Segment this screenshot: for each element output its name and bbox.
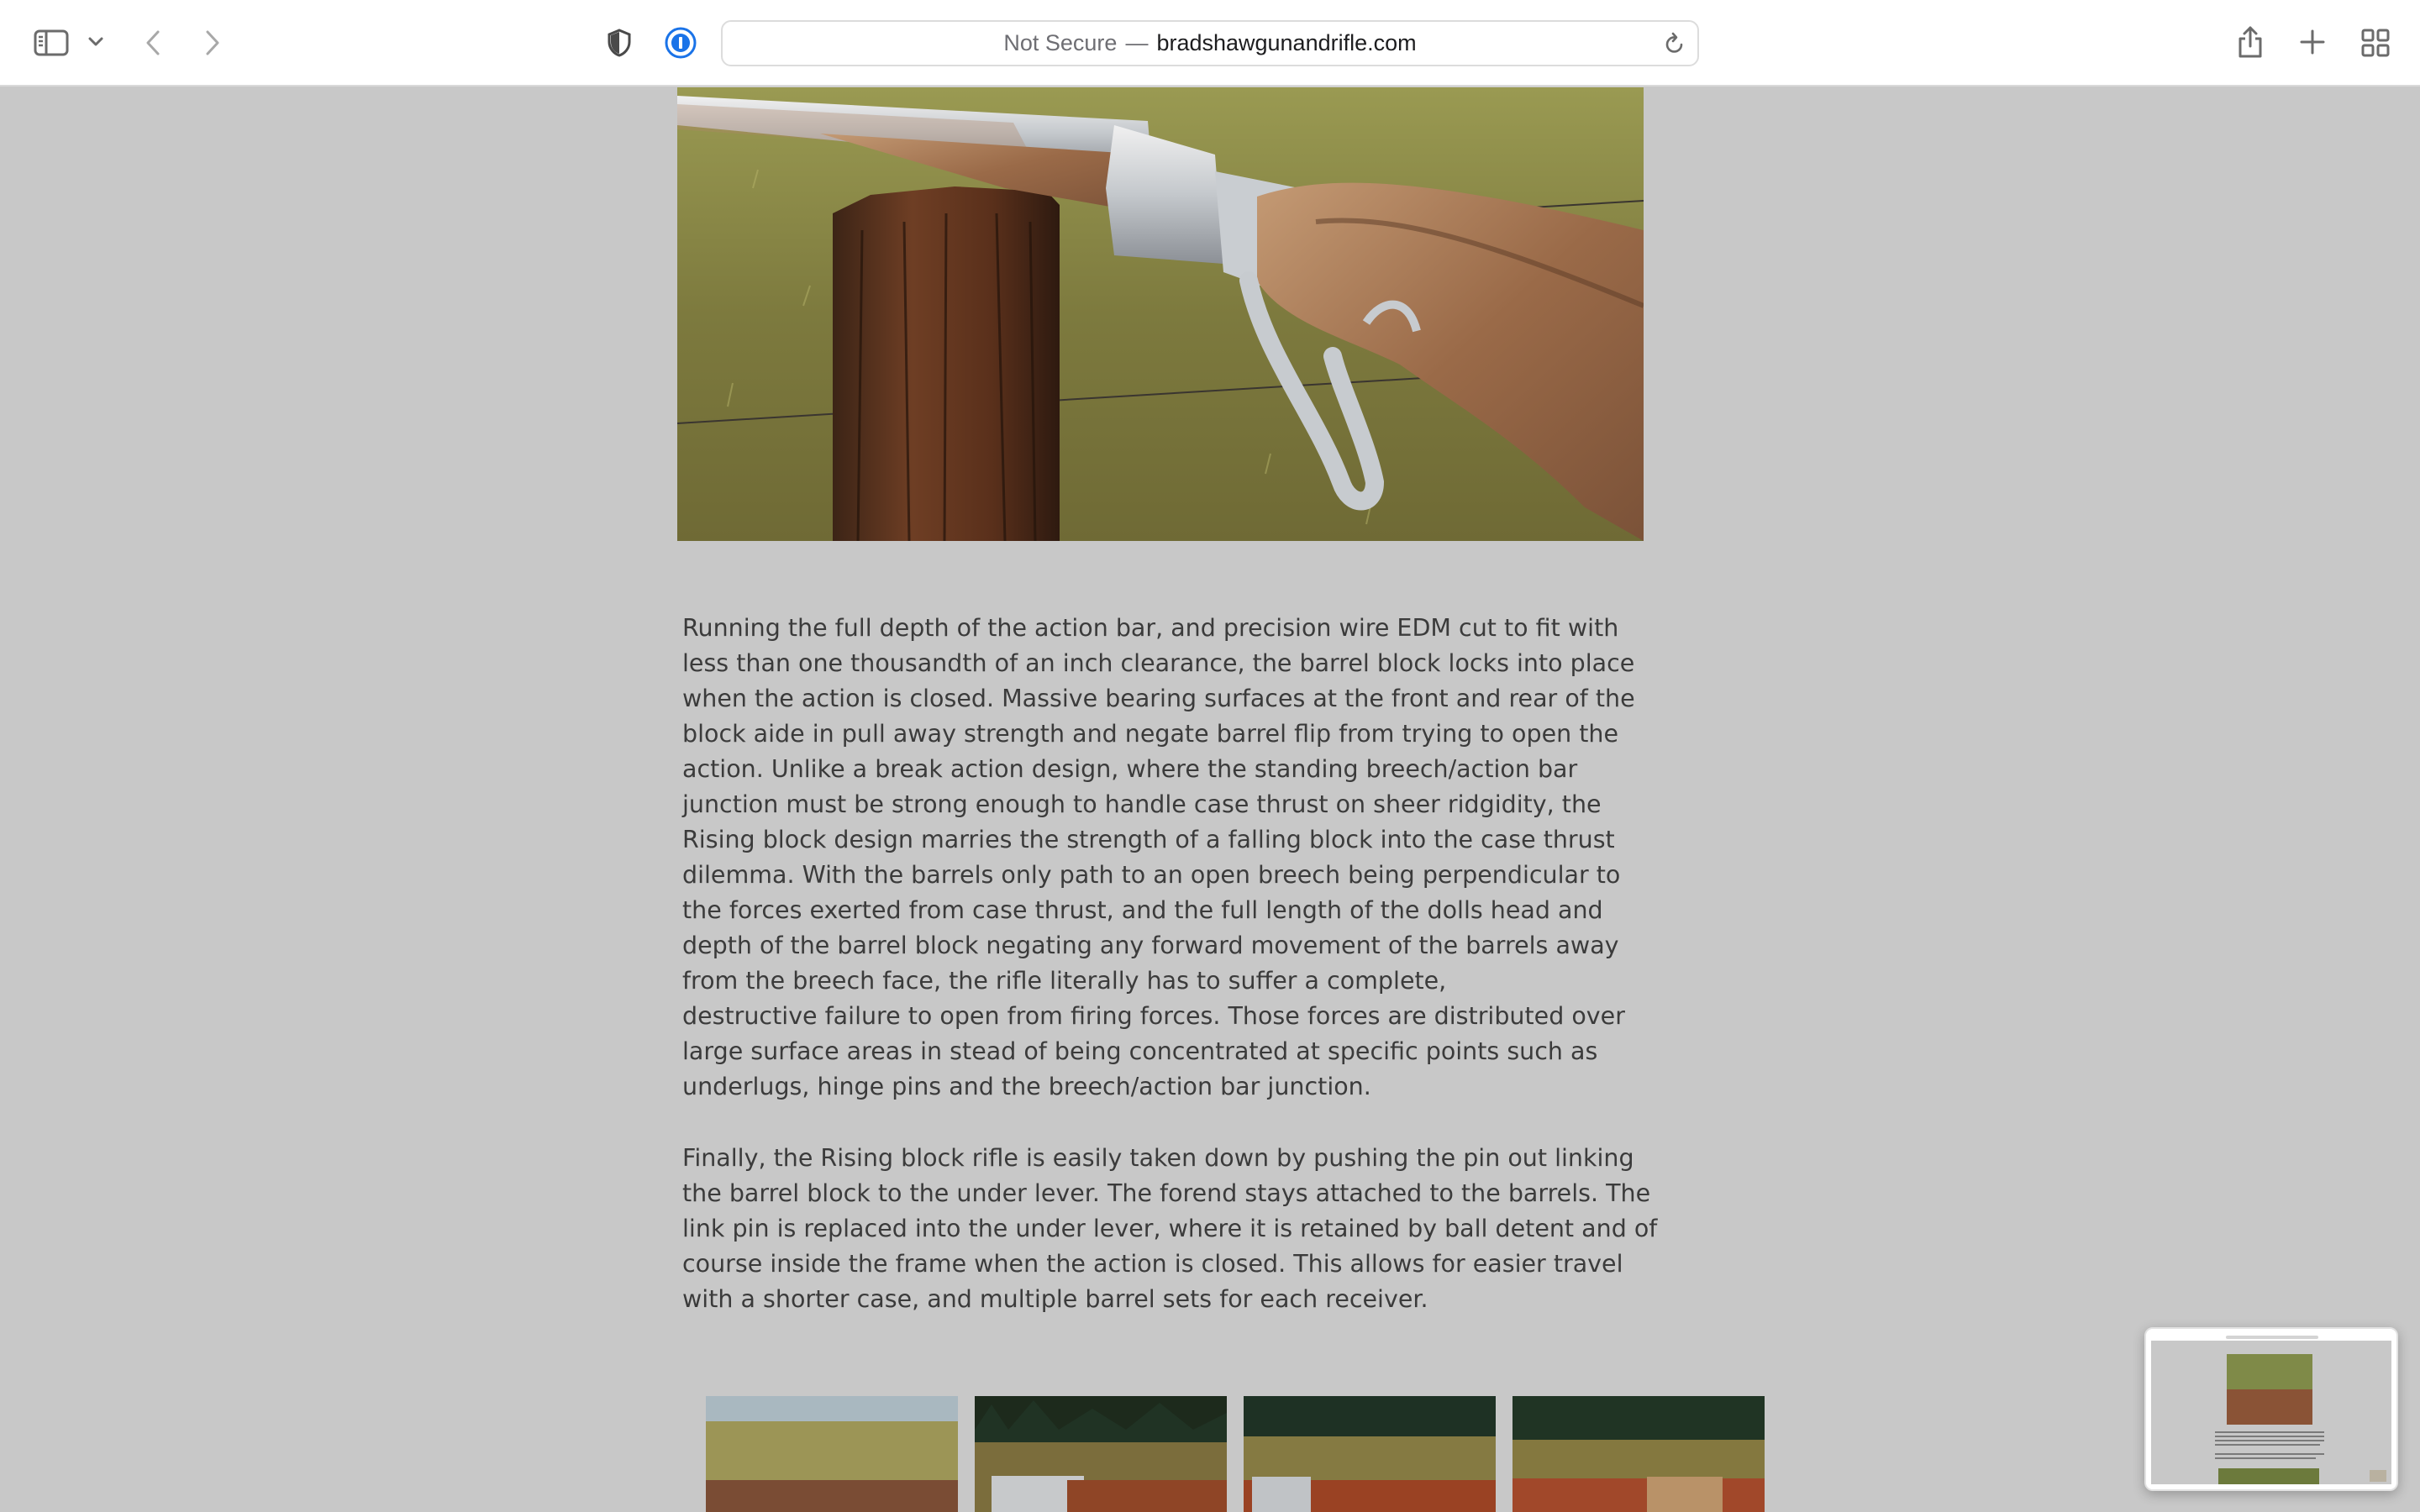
password-manager-icon (665, 27, 697, 59)
sidebar-toggle-button[interactable] (32, 27, 71, 59)
article-text-line: junction must be strong enough to handle case thrust on sheer ridgidity, the (682, 790, 1602, 818)
privacy-report-button[interactable] (603, 27, 635, 59)
article-text-line: underlugs, hinge pins and the breech/action bar junction. (682, 1073, 1371, 1100)
article-text-line: when the action is closed. Massive bearing surfaces at the front and rear of the (682, 685, 1635, 712)
article-text-line: link pin is replaced into the under lever, where it is retained by ball detent and of (682, 1215, 1658, 1242)
article-text-line: block aide in pull away strength and negate barrel flip from trying to open the (682, 720, 1618, 748)
gallery-thumbnail-4[interactable] (1512, 1396, 1765, 1512)
article-paragraph-2 (682, 1141, 1674, 1317)
article-text-line: Finally, the Rising block rifle is easily taken down by pushing the pin out linking (682, 1144, 1634, 1172)
gallery-thumbnail-3[interactable] (1244, 1396, 1496, 1512)
sidebar-icon (34, 29, 69, 56)
address-bar[interactable] (721, 20, 1699, 66)
plus-icon (2300, 29, 2325, 55)
chevron-right-icon (204, 29, 221, 56)
forward-button[interactable] (199, 27, 226, 59)
share-button[interactable] (2235, 24, 2265, 60)
security-label: Not Secure (1003, 30, 1118, 55)
grid-icon (2361, 29, 2390, 57)
chevron-left-icon (145, 29, 161, 56)
new-tab-button[interactable] (2297, 27, 2328, 57)
shield-icon (607, 29, 632, 57)
address-separator: — (1125, 30, 1149, 55)
gallery-thumbnail-1[interactable] (706, 1396, 958, 1512)
reload-button[interactable] (1664, 32, 1686, 61)
reload-icon (1664, 32, 1686, 55)
chevron-down-icon (88, 37, 103, 47)
article-text-line: the barrel block to the under lever. The forend stays attached to the barrels. The (682, 1179, 1651, 1207)
address-domain: bradshawgunandrifle.com (1156, 30, 1417, 55)
article-paragraph-1 (682, 611, 1649, 1105)
article-text-line: Running the full depth of the action bar, and precision wire EDM cut to fit with (682, 614, 1619, 642)
article-text-line: course inside the frame when the action is closed. This allows for easier travel (682, 1250, 1623, 1278)
article-text-line: with a shorter case, and multiple barrel sets for each receiver. (682, 1285, 1428, 1313)
back-button[interactable] (139, 27, 166, 59)
article-text-line: less than one thousandth of an inch clearance, the barrel block locks into place (682, 649, 1635, 677)
article-text-line: action. Unlike a break action design, where the standing breech/action bar (682, 755, 1578, 783)
share-icon (2237, 25, 2264, 59)
browser-toolbar (0, 0, 2420, 87)
article-text-line: Rising block design marries the strength of a falling block into the case thrust (682, 826, 1615, 853)
password-manager-button[interactable] (664, 26, 697, 60)
page-preview-thumbnail[interactable] (2144, 1327, 2398, 1491)
article-text-line: large surface areas in stead of being concentrated at specific points such as (682, 1037, 1598, 1065)
article-text-line: depth of the barrel block negating any forward movement of the barrels away (682, 932, 1619, 959)
article-text-line: from the breech face, the rifle literally has to suffer a complete, (682, 967, 1447, 995)
article-text-line: destructive failure to open from firing forces. Those forces are distributed over (682, 1002, 1625, 1030)
tab-overview-button[interactable] (2360, 27, 2391, 59)
article-text-line: the forces exerted from case thrust, and the full length of the dolls head and (682, 896, 1603, 924)
gallery-thumbnail-2[interactable] (975, 1396, 1227, 1512)
sidebar-menu-button[interactable] (86, 32, 106, 52)
rifle-on-fence-post-photo (677, 87, 1644, 541)
article-text-line: dilemma. With the barrels only path to an open breech being perpendicular to (682, 861, 1621, 889)
